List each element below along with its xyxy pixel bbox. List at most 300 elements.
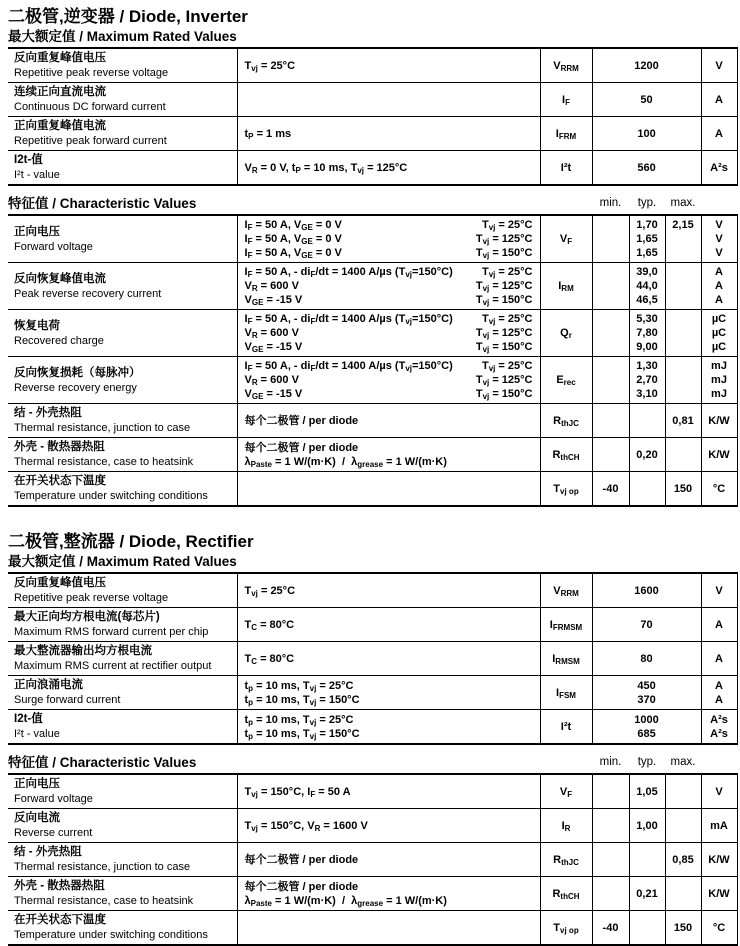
symbol-cell bbox=[540, 774, 592, 809]
param-name-cn: 外壳 - 散热器热阻 bbox=[14, 441, 105, 453]
symbol: $T_{vj op}$ bbox=[553, 482, 579, 496]
conditions-temps bbox=[476, 312, 533, 354]
table-row bbox=[8, 642, 737, 676]
condition-line: $\lambda_{Paste} = 1$ $W/(m\cdot K) / \lambda_{grease} = 1$ W/(m·K) bbox=[244, 455, 447, 469]
unit-cell bbox=[701, 117, 737, 151]
min-value: -40 bbox=[602, 482, 619, 495]
temp-line: $T_{vj} = 150^\circ C$ bbox=[475, 388, 533, 401]
characteristic-values-block bbox=[8, 195, 740, 507]
param-name-cn: 反向重复峰值电压 bbox=[14, 577, 106, 589]
unit-label: A bbox=[715, 280, 723, 292]
table-row bbox=[8, 310, 737, 357]
max-cell bbox=[665, 310, 701, 357]
col-header-typ: typ. bbox=[637, 756, 657, 768]
typ-value: 39,0 bbox=[636, 266, 658, 278]
conditions-wrap bbox=[238, 652, 540, 666]
param-name-en: Repetitive peak reverse voltage bbox=[14, 592, 169, 604]
condition-line: $I_F = 50$ A, $V_{GE} = 0$ V bbox=[244, 219, 342, 232]
param-cell bbox=[8, 809, 237, 843]
condition-line: $T_C = 80^\circ C$ bbox=[244, 652, 295, 666]
param-name-en: Thermal resistance, junction to case bbox=[14, 422, 191, 434]
max-value: 150 bbox=[673, 921, 693, 934]
symbol-cell bbox=[540, 472, 592, 507]
col-header-typ: typ. bbox=[637, 197, 657, 209]
param-name-cn: 恢复电荷 bbox=[14, 319, 60, 332]
unit-label: V bbox=[715, 785, 723, 798]
param-name-en: I²t - value bbox=[14, 169, 60, 181]
typ-value: 5,30 bbox=[636, 313, 658, 325]
param-name-cn: 外壳 - 散热器热阻 bbox=[14, 880, 105, 892]
conditions-cell bbox=[237, 83, 540, 117]
table-row bbox=[8, 843, 737, 877]
characteristic-values-block bbox=[8, 754, 740, 946]
symbol-cell bbox=[540, 83, 592, 117]
max-cell bbox=[665, 809, 701, 843]
conditions-cell bbox=[237, 573, 540, 608]
conditions-left bbox=[245, 652, 295, 666]
unit-cell bbox=[701, 911, 737, 946]
min-cell bbox=[592, 472, 629, 507]
typ-cell bbox=[629, 404, 665, 438]
unit-cell bbox=[701, 48, 737, 83]
typ-cell bbox=[629, 438, 665, 472]
table-row bbox=[8, 263, 737, 310]
param-name-en: Temperature under switching conditions bbox=[14, 929, 208, 941]
param-cell bbox=[8, 843, 237, 877]
min-cell bbox=[592, 404, 629, 438]
conditions-wrap bbox=[238, 785, 540, 799]
unit-label: A²s bbox=[710, 161, 728, 174]
unit-cell bbox=[701, 215, 737, 263]
condition-line: 每个二极管 / per diode bbox=[244, 414, 359, 427]
table-row bbox=[8, 404, 737, 438]
max-value bbox=[666, 232, 701, 246]
typ-value: 2,70 bbox=[636, 374, 658, 386]
param-name-cn: I2t-值 bbox=[14, 713, 43, 725]
max-rated-values-block bbox=[8, 553, 740, 745]
condition-line: $I_F = 50$ A, $V_{GE} = 0$ V bbox=[244, 247, 342, 260]
conditions-left bbox=[245, 359, 453, 401]
table-row bbox=[8, 608, 737, 642]
param-name-cn: 在开关状态下温度 bbox=[14, 475, 106, 487]
conditions-wrap bbox=[238, 713, 540, 741]
param-cell bbox=[8, 83, 237, 117]
max-cell bbox=[665, 215, 701, 263]
condition-line: $t_p = 10$ ms, $T_{vj} = 150^\circ C$ bbox=[244, 727, 360, 741]
col-header-max: max. bbox=[670, 756, 696, 768]
max-cell bbox=[665, 774, 701, 809]
temp-line: $T_{vj} = 25^\circ C$ bbox=[481, 219, 533, 232]
typ-cell bbox=[629, 357, 665, 404]
max-cell bbox=[665, 843, 701, 877]
max-cell bbox=[665, 438, 701, 472]
conditions-wrap bbox=[238, 618, 540, 632]
unit-cell bbox=[701, 310, 737, 357]
param-name-en: Repetitive peak forward current bbox=[14, 135, 167, 147]
max-rated-values-table bbox=[8, 47, 738, 186]
table-heading bbox=[8, 28, 737, 47]
typ-value: 46,5 bbox=[636, 294, 658, 306]
condition-line: $T_{vj} = 25^\circ C$ bbox=[244, 59, 296, 73]
value: 70 bbox=[640, 618, 653, 631]
table-row bbox=[8, 809, 737, 843]
max-value: 2,15 bbox=[672, 219, 694, 231]
unit-label: A²s bbox=[710, 713, 728, 726]
value-cell bbox=[592, 151, 701, 186]
condition-line: $V_R = 600$ V bbox=[244, 327, 299, 340]
condition-line: $V_{GE} = -15$ V bbox=[244, 294, 303, 307]
param-name-en: Repetitive peak reverse voltage bbox=[14, 67, 169, 79]
param-cell bbox=[8, 151, 237, 186]
min-cell bbox=[592, 911, 629, 946]
unit-label: K/W bbox=[708, 448, 730, 461]
unit-label: mA bbox=[710, 819, 728, 832]
unit-label: A bbox=[715, 679, 723, 692]
table-heading-label: 最大额定值 / Maximum Rated Values bbox=[8, 29, 237, 44]
param-name-cn: 结 - 外壳热阻 bbox=[14, 407, 82, 419]
symbol-cell bbox=[540, 404, 592, 438]
symbol: I²t bbox=[560, 161, 572, 174]
condition-line: $V_{GE} = -15$ V bbox=[244, 341, 303, 354]
value: 370 bbox=[637, 693, 656, 706]
param-name-en: Reverse recovery energy bbox=[14, 381, 137, 394]
symbol: $I_F$ bbox=[562, 93, 570, 107]
min-cell bbox=[592, 263, 629, 310]
max-value: 0,85 bbox=[672, 853, 694, 866]
symbol: $R_{thCH}$ bbox=[552, 448, 580, 462]
param-name-cn: 反向恢复损耗（每脉冲） bbox=[14, 366, 141, 379]
param-name-cn: 最大正向均方根电流(每芯片) bbox=[14, 611, 160, 623]
conditions-cell bbox=[237, 774, 540, 809]
unit-label: K/W bbox=[708, 853, 730, 866]
condition-line: $V_{GE} = -15$ V bbox=[244, 388, 303, 401]
conditions-wrap bbox=[238, 218, 540, 260]
symbol: $I_{FRM}$ bbox=[555, 127, 577, 141]
param-name-cn: 反向恢复峰值电流 bbox=[14, 272, 106, 285]
typ-value: 9,00 bbox=[636, 341, 658, 353]
unit-cell bbox=[701, 357, 737, 404]
unit-cell bbox=[701, 438, 737, 472]
condition-line: $V_R = 600$ V bbox=[244, 280, 299, 293]
value-cell bbox=[592, 642, 701, 676]
symbol: $I_{RM}$ bbox=[558, 280, 574, 293]
param-name-cn: 正向电压 bbox=[14, 778, 60, 790]
param-cell bbox=[8, 438, 237, 472]
typ-value: 0,20 bbox=[636, 448, 658, 461]
param-cell bbox=[8, 263, 237, 310]
conditions-cell bbox=[237, 310, 540, 357]
temp-line: $T_{vj} = 25^\circ C$ bbox=[481, 360, 533, 373]
unit-label: V bbox=[715, 59, 723, 72]
symbol-cell bbox=[540, 215, 592, 263]
unit-label: V bbox=[715, 219, 723, 231]
table-row bbox=[8, 710, 737, 745]
unit-cell bbox=[701, 809, 737, 843]
symbol-cell bbox=[540, 710, 592, 745]
conditions-cell bbox=[237, 48, 540, 83]
param-name-en: Reverse current bbox=[14, 827, 93, 839]
unit-label: µC bbox=[711, 341, 727, 353]
characteristic-values-table bbox=[8, 773, 738, 946]
conditions-cell bbox=[237, 911, 540, 946]
conditions-cell bbox=[237, 877, 540, 911]
min-value: -40 bbox=[602, 921, 619, 934]
unit-label: V bbox=[715, 233, 723, 245]
unit-label: A bbox=[715, 127, 723, 140]
param-cell bbox=[8, 310, 237, 357]
symbol-cell bbox=[540, 642, 592, 676]
unit-label: mJ bbox=[711, 374, 727, 386]
param-name-en: Maximum RMS forward current per chip bbox=[14, 626, 209, 638]
table-row bbox=[8, 877, 737, 911]
table-heading-label: 特征值 / Characteristic Values bbox=[8, 196, 197, 211]
table-row bbox=[8, 48, 737, 83]
unit-label: mJ bbox=[711, 388, 727, 400]
symbol-cell bbox=[540, 438, 592, 472]
param-name-cn: 连续正向直流电流 bbox=[14, 86, 106, 98]
conditions-wrap bbox=[238, 312, 540, 354]
param-name-en: Forward voltage bbox=[14, 793, 93, 805]
conditions-wrap bbox=[238, 819, 540, 833]
value: 80 bbox=[640, 652, 653, 665]
table-heading-label: 特征值 / Characteristic Values bbox=[8, 755, 197, 770]
unit-label: A bbox=[715, 693, 723, 706]
param-name-cn: 正向浪涌电流 bbox=[14, 679, 83, 691]
condition-line: $t_p = 10$ ms, $T_{vj} = 25^\circ C$ bbox=[244, 679, 354, 693]
unit-cell bbox=[701, 676, 737, 710]
symbol: $R_{thJC}$ bbox=[553, 853, 579, 867]
unit-cell bbox=[701, 573, 737, 608]
param-name-en: I²t - value bbox=[14, 728, 60, 740]
conditions-left bbox=[245, 853, 359, 867]
value: 50 bbox=[640, 93, 653, 106]
unit-label: A bbox=[715, 266, 723, 278]
value-cell bbox=[592, 48, 701, 83]
typ-cell bbox=[629, 472, 665, 507]
unit-label: K/W bbox=[708, 414, 730, 427]
table-row bbox=[8, 774, 737, 809]
unit-cell bbox=[701, 83, 737, 117]
min-cell bbox=[592, 774, 629, 809]
value-cell bbox=[592, 710, 701, 745]
param-name-cn: 正向电压 bbox=[14, 225, 60, 238]
param-cell bbox=[8, 774, 237, 809]
conditions-wrap bbox=[238, 161, 540, 175]
symbol: $I_{RMSM}$ bbox=[552, 652, 580, 666]
condition-line: $T_{vj} = 25^\circ C$ bbox=[244, 584, 296, 598]
unit-cell bbox=[701, 843, 737, 877]
conditions-wrap bbox=[238, 265, 540, 307]
table-body bbox=[8, 215, 737, 506]
symbol-cell bbox=[540, 263, 592, 310]
table-row bbox=[8, 151, 737, 186]
conditions-left bbox=[245, 819, 368, 833]
conditions-left bbox=[245, 441, 447, 469]
unit-label: µC bbox=[711, 313, 727, 325]
conditions-cell bbox=[237, 710, 540, 745]
table-heading-label: 最大额定值 / Maximum Rated Values bbox=[8, 554, 237, 569]
param-name-cn: 反向电流 bbox=[14, 812, 60, 824]
condition-line: $V_R = 0$ V, $t_P = 10$ ms, $T_{vj} = 125^\circ C$ bbox=[244, 161, 408, 175]
table-row bbox=[8, 911, 737, 946]
symbol: $V_{RRM}$ bbox=[553, 584, 579, 598]
conditions-left bbox=[245, 218, 342, 260]
conditions-cell bbox=[237, 215, 540, 263]
typ-value: 1,65 bbox=[636, 233, 658, 245]
table-row bbox=[8, 83, 737, 117]
param-name-en: Maximum RMS current at rectifier output bbox=[14, 660, 212, 672]
symbol-cell bbox=[540, 310, 592, 357]
table-heading bbox=[8, 553, 737, 572]
symbol-cell bbox=[540, 676, 592, 710]
max-value: 0,81 bbox=[672, 414, 694, 427]
max-cell bbox=[665, 263, 701, 310]
param-cell bbox=[8, 710, 237, 745]
table-row bbox=[8, 472, 737, 507]
param-cell bbox=[8, 608, 237, 642]
conditions-cell bbox=[237, 608, 540, 642]
symbol-cell bbox=[540, 608, 592, 642]
min-cell bbox=[592, 877, 629, 911]
unit-cell bbox=[701, 404, 737, 438]
conditions-cell bbox=[237, 676, 540, 710]
condition-line: $\lambda_{Paste} = 1$ $W/(m\cdot K) / \lambda_{grease} = 1$ W/(m·K) bbox=[244, 894, 447, 908]
conditions-cell bbox=[237, 357, 540, 404]
conditions-cell bbox=[237, 809, 540, 843]
param-cell bbox=[8, 911, 237, 946]
unit-label: A bbox=[715, 294, 723, 306]
min-cell bbox=[592, 843, 629, 877]
typ-cell bbox=[629, 877, 665, 911]
value-cell bbox=[592, 573, 701, 608]
temp-line: $T_{vj} = 150^\circ C$ bbox=[475, 247, 533, 260]
table-body bbox=[8, 774, 737, 945]
col-header-min: min. bbox=[599, 197, 622, 209]
unit-label: K/W bbox=[708, 887, 730, 900]
symbol-cell bbox=[540, 357, 592, 404]
param-cell bbox=[8, 215, 237, 263]
table-row bbox=[8, 357, 737, 404]
temp-line: $T_{vj} = 125^\circ C$ bbox=[475, 280, 533, 293]
min-cell bbox=[592, 357, 629, 404]
param-name-en: Continuous DC forward current bbox=[14, 101, 166, 113]
characteristic-values-table bbox=[8, 214, 738, 507]
min-cell bbox=[592, 809, 629, 843]
typ-cell bbox=[629, 215, 665, 263]
param-cell bbox=[8, 357, 237, 404]
symbol-cell bbox=[540, 151, 592, 186]
table-body bbox=[8, 48, 737, 185]
conditions-left bbox=[245, 127, 292, 141]
min-cell bbox=[592, 310, 629, 357]
typ-cell bbox=[629, 911, 665, 946]
param-name-en: Thermal resistance, junction to case bbox=[14, 861, 191, 873]
value: 560 bbox=[637, 161, 656, 174]
temp-line: $T_{vj} = 150^\circ C$ bbox=[475, 341, 533, 354]
symbol: $V_F$ bbox=[559, 233, 573, 246]
symbol-cell bbox=[540, 117, 592, 151]
param-name-cn: 反向重复峰值电压 bbox=[14, 52, 106, 64]
param-cell bbox=[8, 573, 237, 608]
symbol-cell bbox=[540, 809, 592, 843]
typ-cell bbox=[629, 774, 665, 809]
condition-line: $I_F = 50$ A, - $di_F/dt = 1400$ A/µs $(T_{vj}=150^\circ C)$ bbox=[244, 360, 453, 373]
param-name-en: Peak reverse recovery current bbox=[14, 287, 162, 300]
condition-line: $I_F = 50$ A, - $di_F/dt = 1400$ A/µs $(T_{vj}=150^\circ C)$ bbox=[244, 266, 453, 279]
conditions-left bbox=[245, 312, 453, 354]
temp-line: $T_{vj} = 125^\circ C$ bbox=[475, 233, 533, 246]
param-cell bbox=[8, 676, 237, 710]
col-header-min: min. bbox=[599, 756, 622, 768]
typ-cell bbox=[629, 310, 665, 357]
conditions-left bbox=[245, 679, 360, 707]
max-cell bbox=[665, 357, 701, 404]
param-name-cn: 最大整流器输出均方根电流 bbox=[14, 645, 152, 657]
condition-line: $T_{vj} = 150^\circ C$, $V_R = 1600$ V bbox=[244, 819, 368, 833]
conditions-wrap bbox=[238, 584, 540, 598]
symbol: $V_F$ bbox=[559, 785, 573, 799]
temp-line: $T_{vj} = 125^\circ C$ bbox=[475, 327, 533, 340]
symbol-cell bbox=[540, 843, 592, 877]
max-cell bbox=[665, 911, 701, 946]
value-cell bbox=[592, 117, 701, 151]
conditions-cell bbox=[237, 843, 540, 877]
conditions-cell bbox=[237, 117, 540, 151]
conditions-left bbox=[245, 785, 351, 799]
section-title: 二极管,整流器 / Diode, Rectifier bbox=[8, 532, 254, 551]
max-cell bbox=[665, 404, 701, 438]
condition-line: 每个二极管 / per diode bbox=[244, 853, 359, 866]
symbol: $R_{thCH}$ bbox=[552, 887, 580, 901]
conditions-cell bbox=[237, 404, 540, 438]
unit-label: µC bbox=[711, 327, 727, 339]
unit-label: V bbox=[715, 247, 723, 259]
typ-value: 1,70 bbox=[636, 219, 658, 231]
temp-line: $T_{vj} = 25^\circ C$ bbox=[481, 313, 533, 326]
condition-line: $V_R = 600$ V bbox=[244, 374, 299, 387]
condition-line: $I_F = 50$ A, $V_{GE} = 0$ V bbox=[244, 233, 342, 246]
temp-line: $T_{vj} = 125^\circ C$ bbox=[475, 374, 533, 387]
conditions-cell bbox=[237, 438, 540, 472]
max-cell bbox=[665, 472, 701, 507]
typ-value: 44,0 bbox=[636, 280, 658, 292]
symbol-cell bbox=[540, 877, 592, 911]
temp-line: $T_{vj} = 25^\circ C$ bbox=[481, 266, 533, 279]
table-body bbox=[8, 573, 737, 744]
conditions-cell bbox=[237, 642, 540, 676]
conditions-left bbox=[245, 414, 359, 428]
unit-cell bbox=[701, 877, 737, 911]
conditions-wrap bbox=[238, 59, 540, 73]
value-cell bbox=[592, 83, 701, 117]
value: 450 bbox=[637, 679, 656, 692]
max-rated-values-table bbox=[8, 572, 738, 745]
max-cell bbox=[665, 877, 701, 911]
param-name-en: Temperature under switching conditions bbox=[14, 490, 208, 502]
typ-value: 1,05 bbox=[636, 785, 658, 798]
param-cell bbox=[8, 642, 237, 676]
conditions-cell bbox=[237, 263, 540, 310]
value: 1200 bbox=[634, 59, 659, 72]
conditions-left bbox=[245, 265, 453, 307]
param-name-en: Recovered charge bbox=[14, 334, 104, 347]
symbol: $I_{FRMSM}$ bbox=[549, 618, 583, 632]
table-heading bbox=[8, 754, 737, 773]
condition-line: $t_P = 1$ ms bbox=[244, 127, 292, 141]
max-rated-values-block bbox=[8, 28, 740, 186]
typ-value: 1,65 bbox=[636, 247, 658, 259]
symbol: I²t bbox=[560, 720, 572, 733]
